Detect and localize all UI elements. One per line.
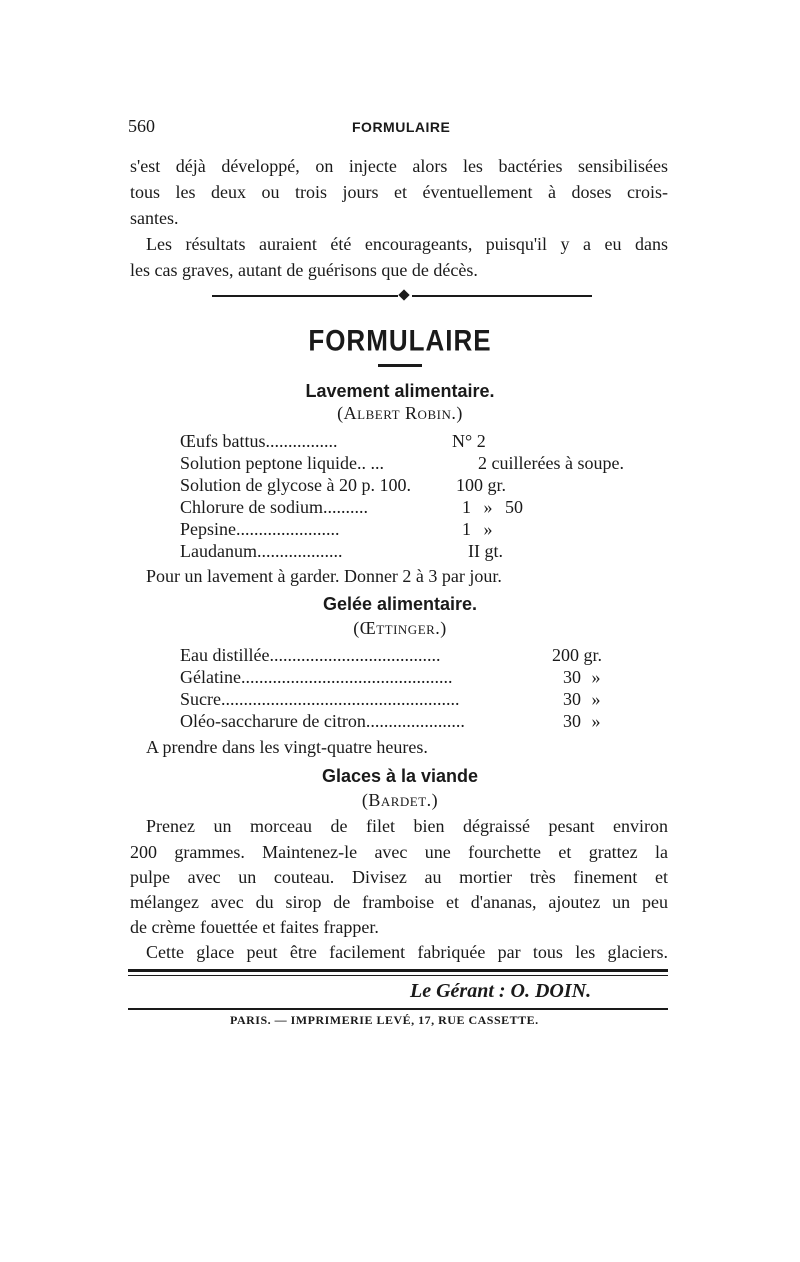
- ingredient-qty: 2 cuillerées à soupe.: [478, 453, 624, 473]
- ingredient-name: Eau distillée......................................: [180, 645, 441, 665]
- recipe-text-line: pulpe avec un couteau. Divisez au mortier très finement et: [130, 867, 668, 887]
- intro-line: tous les deux ou trois jours et éventuellement à doses crois-: [130, 182, 668, 202]
- ingredient-qty: 200 gr.: [552, 645, 603, 665]
- ingredient-name: Sucre.....................................................: [180, 689, 460, 709]
- recipe-closing: Cette glace peut être facilement fabriquée par tous les glaciers.: [146, 942, 668, 962]
- intro-line: Les résultats auraient été encourageants, puisqu'il y a eu dans: [146, 234, 668, 254]
- recipe-title: Gelée alimentaire.: [322, 594, 478, 614]
- footer-rule-thin: [128, 975, 668, 976]
- recipe-author: (Albert Robin.): [337, 403, 463, 423]
- recipe-text-line: Prenez un morceau de filet bien dégraissé pesant environ: [146, 816, 668, 836]
- ingredient-name: Oléo-saccharure de citron......................: [180, 711, 465, 731]
- intro-line: les cas graves, autant de guérisons que de décès.: [130, 260, 478, 280]
- recipe-title: Glaces à la viande: [321, 766, 479, 786]
- recipe-note: A prendre dans les vingt-quatre heures.: [146, 737, 428, 757]
- ingredient-qty: 1 » 50: [462, 497, 523, 517]
- intro-line: s'est déjà développé, on injecte alors les bactéries sensibilisées: [130, 156, 668, 176]
- recipe-text-line: 200 grammes. Maintenez-le avec une fourchette et grattez la: [130, 842, 668, 862]
- ingredient-name: Laudanum...................: [180, 541, 343, 561]
- divider-rule-right: [412, 295, 592, 297]
- ingredient-qty: 30 »: [563, 711, 601, 731]
- divider-diamond: [398, 289, 409, 300]
- recipe-text-line: de crème fouettée et faites frapper.: [130, 917, 379, 937]
- ingredient-qty: 100 gr.: [456, 475, 507, 495]
- ingredient-name: Gélatine...............................................: [180, 667, 453, 687]
- ingredient-qty: 30 »: [563, 689, 601, 709]
- ingredient-name: Solution de glycose à 20 p. 100.: [180, 475, 411, 495]
- ingredient-name: Œufs battus................: [180, 431, 338, 451]
- ingredient-qty: II gt.: [468, 541, 503, 561]
- ingredient-qty: N° 2: [452, 431, 486, 451]
- ingredient-name: Chlorure de sodium..........: [180, 497, 368, 517]
- recipe-note: Pour un lavement à garder. Donner 2 à 3 par jour.: [146, 566, 502, 586]
- recipe-title: Lavement alimentaire.: [305, 381, 495, 401]
- publisher-manager: Le Gérant : O. DOIN.: [410, 980, 592, 1002]
- ingredient-name: Pepsine.......................: [180, 519, 340, 539]
- footer-rule-thick: [128, 969, 668, 972]
- page-number: 560: [128, 116, 155, 136]
- recipe-text-line: mélangez avec du sirop de framboise et d'ananas, ajoutez un peu: [130, 892, 668, 912]
- running-title: FORMULAIRE: [352, 119, 451, 135]
- divider-rule-left: [212, 295, 398, 297]
- recipe-author: (Bardet.): [361, 790, 439, 810]
- intro-line: santes.: [130, 208, 179, 228]
- section-title: FORMULAIRE: [308, 322, 492, 358]
- ingredient-name: Solution peptone liquide.. ...: [180, 453, 384, 473]
- footer-rule-bottom: [128, 1008, 668, 1010]
- recipe-author: (Œttinger.): [353, 618, 447, 638]
- ingredient-qty: 1 »: [462, 519, 493, 539]
- title-underline: [378, 364, 422, 367]
- ingredient-qty: 30 »: [563, 667, 601, 687]
- printer-imprint: PARIS. — IMPRIMERIE LEVÉ, 17, RUE CASSETTE.: [230, 1013, 539, 1027]
